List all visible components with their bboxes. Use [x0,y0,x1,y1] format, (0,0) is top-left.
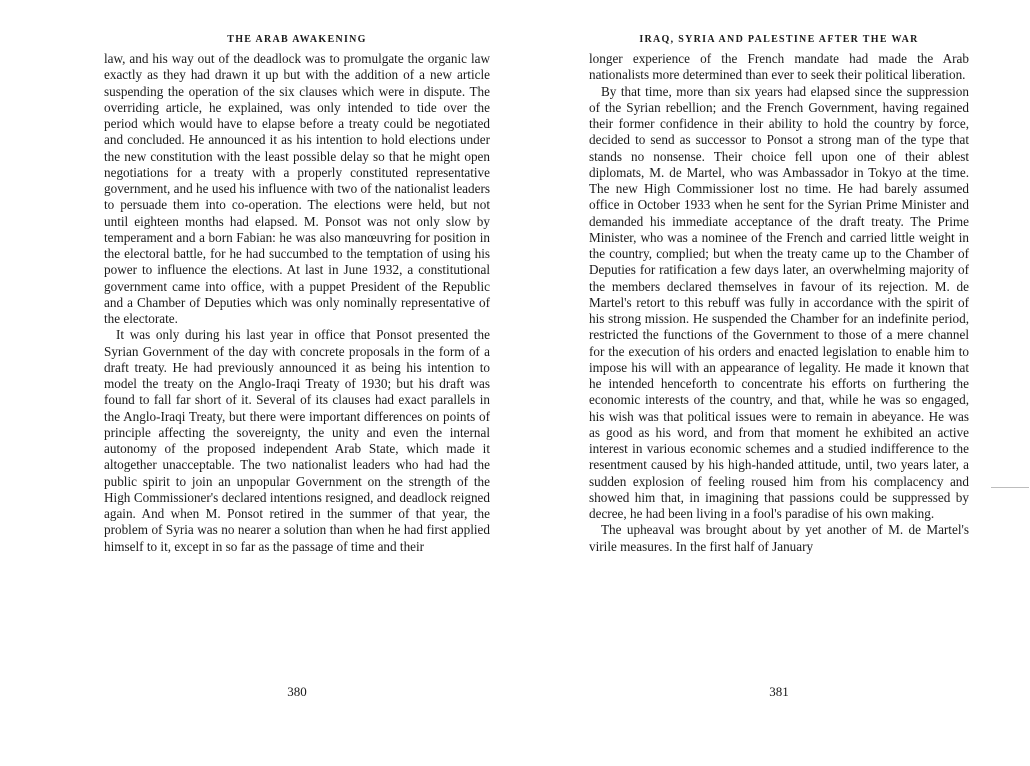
right-page [589,0,969,766]
running-head: THE ARAB AWAKENING [227,34,367,45]
page-number: 380 [287,684,307,699]
paragraph: law, and his way out of the deadlock was to promulgate the organic law exactly as they had drawn it up but with the addition of a new article suspending the operation of the six clauses which were in dispute. The overriding article, he explained, was only intended to tide over the period which would have to elapse before a treaty could be negotiated and concluded. He announced it as his intention to hold elections under the new constitution with the least possible delay so that he might open negotiations for a treaty with a properly constituted representative government, and he used his influence with two of the nationalist leaders to persuade them into co-operation. The elections were held, but not until eighteen months had elapsed. M. Ponsot was not only slow by temperament and a born Fabian: he was also manœuvring for position in the electoral battle, for he had succumbed to the temptation of using his power to influence the elections. At last in June 1932, a constitutional government came into office, with a puppet President of the Republic and a Chamber of Deputies which was only nominally representative of the electorate. [104,51,490,326]
left-page [104,0,490,766]
page-body [104,51,490,555]
paragraph: The upheaval was brought about by yet another of M. de Martel's virile measures. In the first half of January [589,522,969,554]
page-number: 381 [769,684,789,699]
paragraph: longer experience of the French mandate had made the Arab nationalists more determined than ever to seek their political liberation. [589,51,969,83]
paragraph: It was only during his last year in office that Ponsot presented the Syrian Government of the day with concrete proposals in the form of a draft treaty. He had previously announced it as being his intention to model the treaty on the Anglo-Iraqi Treaty of 1930; but his draft was found to fall far short of it. Several of its clauses had exact parallels in the Anglo-Iraqi Treaty, but there were important differences on points of principle affecting the sovereignty, the unity and even the internal autonomy of the proposed independent Arab State, which made it altogether unacceptable. The two nationalist leaders who had had the public spirit to join an unpopular Government on the strength of the High Commissioner's declared intentions resigned, and deadlock reigned again. And when M. Ponsot retired in the summer of that year, the problem of Syria was no nearer a solution than when he had first applied himself to it, except in so far as the passage of time and their [104,327,490,554]
page-body [589,51,969,555]
scan-edge-line [991,487,1029,488]
paragraph: By that time, more than six years had elapsed since the suppression of the Syrian rebellion; and the French Government, having regained their former confidence in their ability to hold the country by force, decided to send as successor to Ponsot a strong man of the type that stands no nonsense. Their choice fell upon one of their ablest diplomats, M. de Martel, who was Ambassador in Tokyo at the time. The new High Commissioner lost no time. He had barely assumed office in October 1933 when he sent for the Syrian Prime Minister and demanded his immediate acceptance of the draft treaty. The Prime Minister, who was a nominee of the French and carried little weight in the country, complied; but when the treaty came up to the Chamber of Deputies for ratification a few days later, an overwhelming majority of the members declared themselves in favour of its rejection. M. de Martel's retort to this rebuff was fully in accordance with the spirit of his strong mission. He suspended the Chamber for an indefinite period, restricted the functions of the Government to those of a mere channel for the execution of his orders and enacted legislation to enable him to impose his will with an appearance of legality. He made it known that he intended henceforth to concentrate his efforts on furthering the economic interests of the country, and that, while he was so engaged, his wish was that political issues were to remain in abeyance. He was as good as his word, and from that moment he exhibited an active interest in various economic schemes and a studied indifference to the resentment caused by his high-handed attitude, until, two years later, a sudden explosion of feeling roused him from his complacency and showed him that, in imagining that passions could be suppressed by decree, he had been living in a fool's paradise of his own making. [589,83,969,521]
running-head: IRAQ, SYRIA AND PALESTINE AFTER THE WAR [639,34,919,45]
